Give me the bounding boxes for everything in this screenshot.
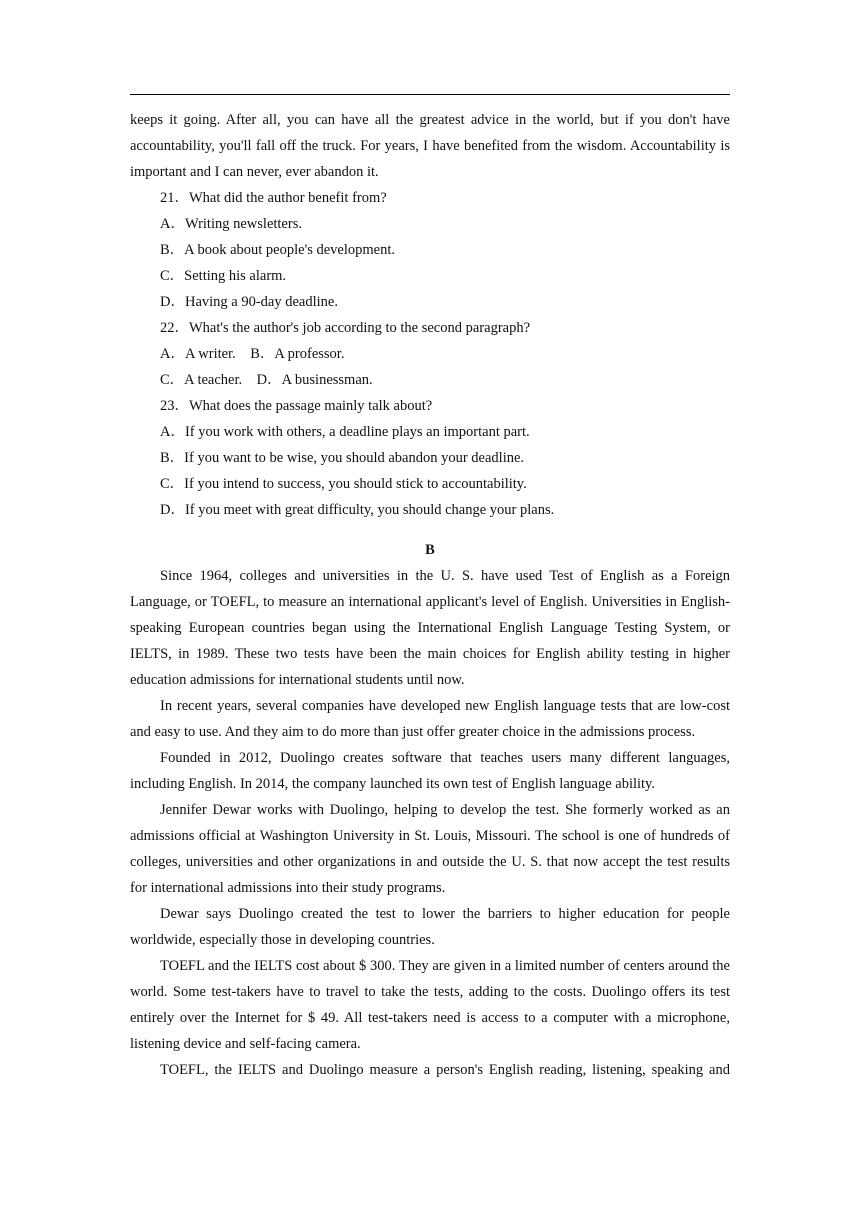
option-a: A．If you work with others, a deadline plays an important part. — [160, 424, 530, 440]
option-b: B．A book about people's development. — [160, 242, 395, 258]
paragraph: Jennifer Dewar works with Duolingo, helping to develop the test. She formerly worked as an admissions official at Washington University in St. Louis, Missouri. The school is one of hundreds of colleges, universities and other organizations in and outside the U. S. that now accept the test results for international admissions into their study programs. — [130, 802, 730, 896]
question-23 — [130, 393, 730, 523]
question-22 — [130, 315, 730, 393]
paragraph: TOEFL, the IELTS and Duolingo measure a person's English reading, listening, speaking and — [160, 1062, 730, 1078]
paragraph: Founded in 2012, Duolingo creates software that teaches users many different languages, including English. In 2014, the company launched its own test of English language ability. — [130, 750, 730, 792]
question-21 — [130, 185, 730, 315]
question-stem: 21．What did the author benefit from? — [160, 190, 387, 206]
header-rule — [130, 94, 730, 95]
option-b: B．If you want to be wise, you should abandon your deadline. — [160, 450, 525, 466]
passage-a-tail: keeps it going. After all, you can have all the greatest advice in the world, but if you don't have accountability, you'll fall off the truck. For years, I have benefited from the wisdom. Accountability is important and I can never, ever abandon it. — [130, 112, 730, 180]
question-stem: 22．What's the author's job according to the second paragraph? — [160, 320, 531, 336]
paragraph: Dewar says Duolingo created the test to lower the barriers to higher education for people worldwide, especially those in developing countries. — [130, 906, 730, 948]
option-c: C．If you intend to success, you should stick to accountability. — [160, 476, 527, 492]
section-title: B — [425, 542, 435, 558]
option-d: D．Having a 90-day deadline. — [160, 294, 338, 310]
options-c-d: C．A teacher. D．A businessman. — [160, 372, 373, 388]
paragraph: Since 1964, colleges and universities in the U. S. have used Test of English as a Foreign Language, or TOEFL, to measure an international applicant's level of English. Universities in English-speaking European countries began using the International English Language Testing System, or IELTS, in 1989. These two tests have been the main choices for English ability testing in higher education admissions for international students until now. — [130, 568, 730, 688]
paragraph: TOEFL and the IELTS cost about $ 300. They are given in a limited number of centers around the world. Some test-takers have to travel to take the tests, adding to the costs. Duolingo offers its test entirely over the Internet for $ 49. All test-takers need is access to a computer with a microphone, listening device and self-facing camera. — [130, 958, 730, 1052]
paragraph: In recent years, several companies have developed new English language tests that are low-cost and easy to use. And they aim to do more than just offer greater choice in the admissions process. — [130, 698, 730, 740]
question-stem: 23．What does the passage mainly talk about? — [160, 398, 433, 414]
options-a-b: A．A writer. B．A professor. — [160, 346, 345, 362]
option-d: D．If you meet with great difficulty, you should change your plans. — [160, 502, 555, 518]
option-a: A．Writing newsletters. — [160, 216, 302, 232]
option-c: C．Setting his alarm. — [160, 268, 287, 284]
page-content — [130, 107, 730, 1083]
